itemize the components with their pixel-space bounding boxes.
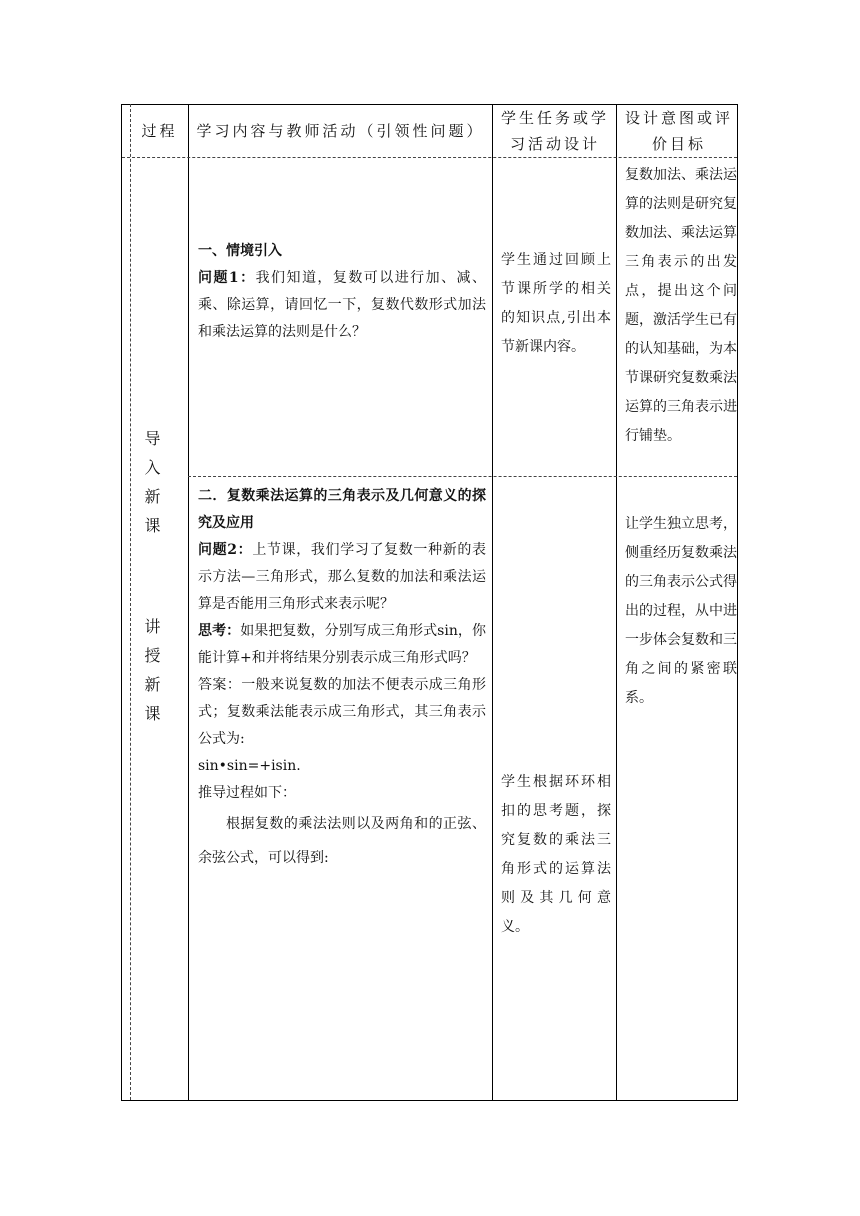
stage-teach-label bbox=[131, 612, 188, 728]
row2-section-title: 二．复数乘法运算的三角表示及几何意义的探究及应用 bbox=[198, 488, 486, 531]
stage-intro-line-2: 新 课 bbox=[144, 487, 175, 535]
row1-design-intent: 复数加法、乘法运算的法则是研究复数加法、乘法运算三角表示的出发点，提出这个问题，激活学生已有的认知基础，为本节课研究复数乘法运算的三角表示进行铺垫。 bbox=[625, 167, 737, 444]
table-right-border bbox=[737, 104, 738, 1101]
row2-content bbox=[198, 483, 486, 875]
header-design-intent: 设计意图或评价目标 bbox=[624, 109, 733, 153]
table-left-border bbox=[121, 104, 122, 1101]
row-divider bbox=[188, 476, 737, 477]
row2-formula: sin•sin=+isin. bbox=[198, 758, 301, 774]
row2-question-text: 上节课，我们学习了复数一种新的表示方法—三角形式，那么复数的加法和乘法运算是否能用三角形式来表示呢？ bbox=[198, 542, 486, 612]
header-student-task: 学生任务或学习活动设计 bbox=[500, 109, 609, 153]
row1-content bbox=[198, 238, 486, 346]
row1-student-task: 学生通过回顾上节课所学的相关的知识点,引出本节新课内容。 bbox=[501, 252, 611, 355]
table-bottom-border bbox=[121, 1100, 738, 1101]
row2-think-label: 思考： bbox=[198, 623, 241, 639]
stage-teach-line-2: 新 课 bbox=[144, 675, 175, 723]
inner-left-dashed-line bbox=[130, 104, 131, 1100]
row1-section-title: 一、情境引入 bbox=[198, 243, 282, 259]
header-divider bbox=[122, 157, 737, 158]
header-process: 过程 bbox=[141, 122, 178, 140]
stage-intro-line-1: 导 入 bbox=[144, 429, 175, 477]
row2-question-label: 问题2： bbox=[198, 542, 253, 558]
stage-intro-label bbox=[131, 424, 188, 540]
column-divider-2 bbox=[492, 104, 493, 1101]
row2-think-text: 如果把复数，分别写成三角形式sin，你能计算+和并将结果分别表示成三角形式吗？ bbox=[198, 623, 487, 666]
row1-question-text: 我们知道，复数可以进行加、减、乘、除运算，请回忆一下，复数代数形式加法和乘法运算的法则是什么？ bbox=[198, 270, 486, 340]
row1-question-label: 问题1： bbox=[198, 270, 256, 286]
row2-derive-text: 根据复数的乘法法则以及两角和的正弦、余弦公式，可以得到: bbox=[198, 816, 486, 866]
row2-derive-heading: 推导过程如下： bbox=[198, 785, 296, 801]
column-divider-3 bbox=[616, 104, 617, 1101]
row2-think bbox=[198, 618, 486, 672]
stage-teach-line-1: 讲 授 bbox=[144, 617, 175, 665]
column-divider-1 bbox=[188, 104, 189, 1101]
row1-question bbox=[198, 265, 486, 346]
row2-design-intent: 让学生独立思考，侧重经历复数乘法的三角表示公式得出的过程，从中进一步体会复数和三角之间的紧密联系。 bbox=[625, 516, 737, 706]
row2-question bbox=[198, 537, 486, 618]
row2-student-task: 学生根据环环相扣的思考题，探究复数的乘法三角形式的运算法则及其几何意义。 bbox=[501, 774, 611, 935]
row2-answer: 答案：一般来说复数的加法不便表示成三角形式；复数乘法能表示成三角形式，其三角表示公式为: bbox=[198, 677, 486, 747]
header-content: 学习内容与教师活动（引领性问题） bbox=[196, 122, 485, 140]
